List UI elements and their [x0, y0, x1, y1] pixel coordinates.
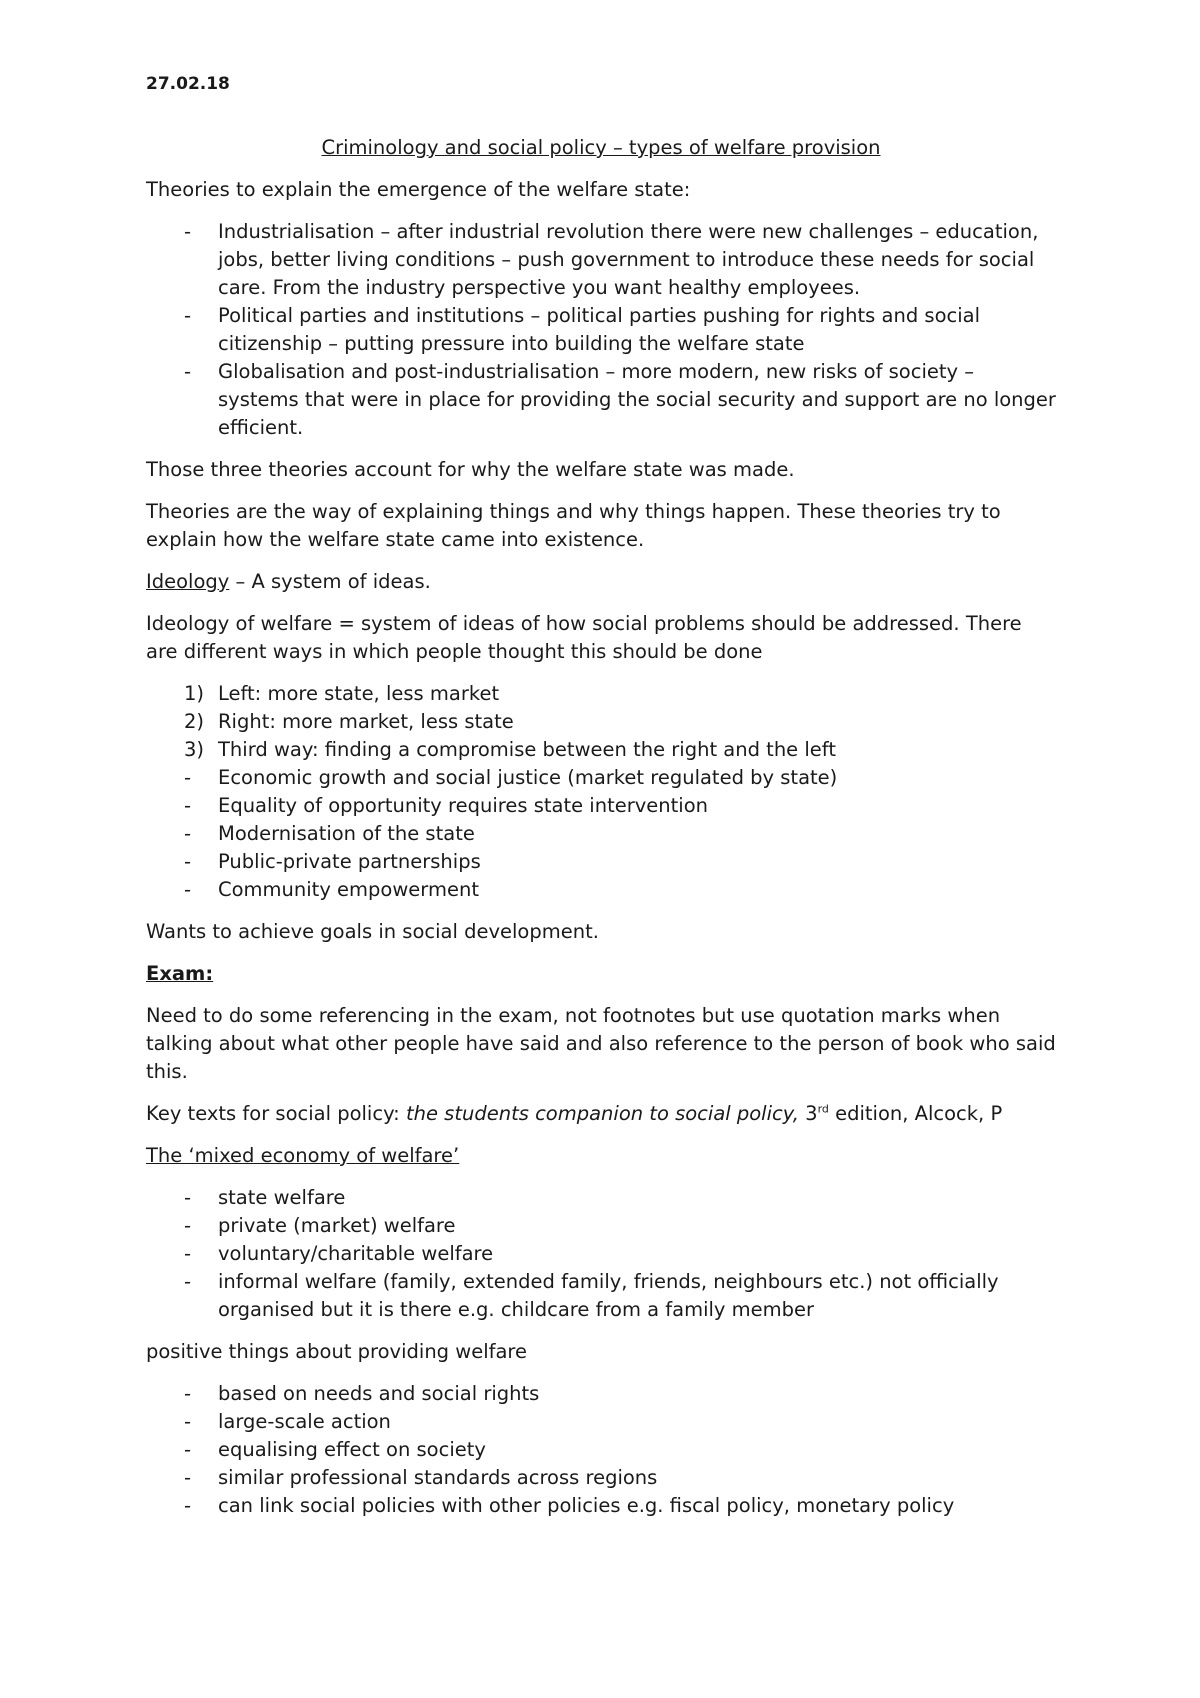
paragraph-exam: Need to do some referencing in the exam, not footnotes but use quotation marks when talking about what other people have said and also reference to the person of book who said this. [146, 1004, 1056, 1083]
list-item [146, 820, 1056, 848]
dash-marker: - [184, 1494, 192, 1517]
list-item [146, 876, 1056, 904]
ideology-def: – A system of ideas. [229, 570, 431, 593]
dash-marker: - [184, 1242, 192, 1265]
list-item-text: voluntary/charitable welfare [218, 1242, 494, 1265]
ideology-term: Ideology [146, 570, 230, 593]
list-item [146, 848, 1056, 876]
paragraph-ideology-welfare: Ideology of welfare = system of ideas of how social problems should be addressed. There are different ways in which people thought this should be done [146, 612, 1022, 663]
list-item [146, 792, 1056, 820]
ideology-numbered-list [146, 680, 1056, 764]
list-item [146, 1464, 1056, 1492]
list-item-text: Political parties and institutions – political parties pushing for rights and social citizenship – putting pressure into building the welfare state [218, 304, 981, 355]
list-item-text: similar professional standards across regions [218, 1466, 658, 1489]
key-texts-prefix: Key texts for social policy: [146, 1102, 406, 1125]
list-item-text: Community empowerment [218, 878, 479, 901]
list-item [146, 1408, 1056, 1436]
dash-marker: - [184, 360, 192, 383]
list-item [146, 302, 1056, 358]
ideology-definition [146, 568, 1056, 596]
list-item-text: Equality of opportunity requires state intervention [218, 794, 708, 817]
dash-marker: - [184, 766, 192, 789]
dash-marker: - [184, 1466, 192, 1489]
list-item [146, 1436, 1056, 1464]
list-item-text: Left: more state, less market [218, 682, 500, 705]
list-item-text: Economic growth and social justice (market regulated by state) [218, 766, 838, 789]
dash-marker: - [184, 878, 192, 901]
list-item [146, 1268, 1056, 1324]
list-item [146, 1492, 1056, 1520]
list-item-text: Right: more market, less state [218, 710, 514, 733]
number-marker: 2) [184, 710, 205, 733]
list-item-text: Third way: finding a compromise between the right and the left [218, 738, 836, 761]
dash-marker: - [184, 1186, 192, 1209]
list-item-text: state welfare [218, 1186, 346, 1209]
list-item [146, 1380, 1056, 1408]
list-item-text: Globalisation and post-industrialisation – more modern, new risks of society – systems that were in place for providing the social security and support are no longer efficient. [218, 360, 1056, 439]
mixed-economy-heading: The ‘mixed economy of welfare’ [146, 1144, 460, 1167]
dash-marker: - [184, 1214, 192, 1237]
list-item [146, 680, 1056, 708]
dash-marker: - [184, 1410, 192, 1433]
list-item-text: based on needs and social rights [218, 1382, 540, 1405]
list-item-text: large-scale action [218, 1410, 391, 1433]
number-marker: 3) [184, 738, 205, 761]
list-item [146, 1184, 1056, 1212]
exam-heading: Exam: [146, 962, 214, 985]
list-item-text: Industrialisation – after industrial revolution there were new challenges – education, jobs, better living conditions – push government to introduce these needs for social care. From the industry perspective you want healthy employees. [218, 220, 1039, 299]
paragraph-theories-are: Theories are the way of explaining things and why things happen. These theories try to explain how the welfare state came into existence. [146, 500, 1001, 551]
list-item [146, 358, 1056, 442]
list-item-text: equalising effect on society [218, 1438, 486, 1461]
key-texts-edition-num: 3 [798, 1102, 818, 1125]
list-item [146, 1212, 1056, 1240]
dash-marker: - [184, 1438, 192, 1461]
number-marker: 1) [184, 682, 205, 705]
positive-heading: positive things about providing welfare [146, 1340, 528, 1363]
dash-marker: - [184, 304, 192, 327]
positive-list [146, 1380, 1056, 1520]
paragraph-three-theories: Those three theories account for why the welfare state was made. [146, 458, 795, 481]
key-texts [146, 1100, 1056, 1128]
list-item [146, 1240, 1056, 1268]
list-item-text: can link social policies with other policies e.g. fiscal policy, monetary policy [218, 1494, 955, 1517]
dash-marker: - [184, 794, 192, 817]
theories-intro: Theories to explain the emergence of the welfare state: [146, 178, 691, 201]
key-texts-book: the students companion to social policy, [405, 1102, 799, 1125]
theories-list [146, 218, 1056, 442]
list-item-text: private (market) welfare [218, 1214, 456, 1237]
dash-marker: - [184, 220, 192, 243]
dash-marker: - [184, 1382, 192, 1405]
dash-marker: - [184, 850, 192, 873]
key-texts-edition-sup: rd [817, 1102, 829, 1116]
document-page [146, 70, 1056, 1534]
dash-marker: - [184, 822, 192, 845]
dash-marker: - [184, 1270, 192, 1293]
key-texts-suffix: edition, Alcock, P [828, 1102, 1003, 1125]
mixed-economy-list [146, 1184, 1056, 1324]
third-way-list [146, 764, 1056, 904]
list-item-text: Public-private partnerships [218, 850, 481, 873]
list-item-text: Modernisation of the state [218, 822, 475, 845]
page-title: Criminology and social policy – types of welfare provision [321, 136, 881, 159]
date: 27.02.18 [146, 74, 230, 94]
list-item [146, 764, 1056, 792]
paragraph-goals: Wants to achieve goals in social development. [146, 920, 599, 943]
list-item [146, 218, 1056, 302]
list-item-text: informal welfare (family, extended family, friends, neighbours etc.) not officially organised but it is there e.g. childcare from a family member [218, 1270, 999, 1321]
list-item [146, 708, 1056, 736]
list-item [146, 736, 1056, 764]
